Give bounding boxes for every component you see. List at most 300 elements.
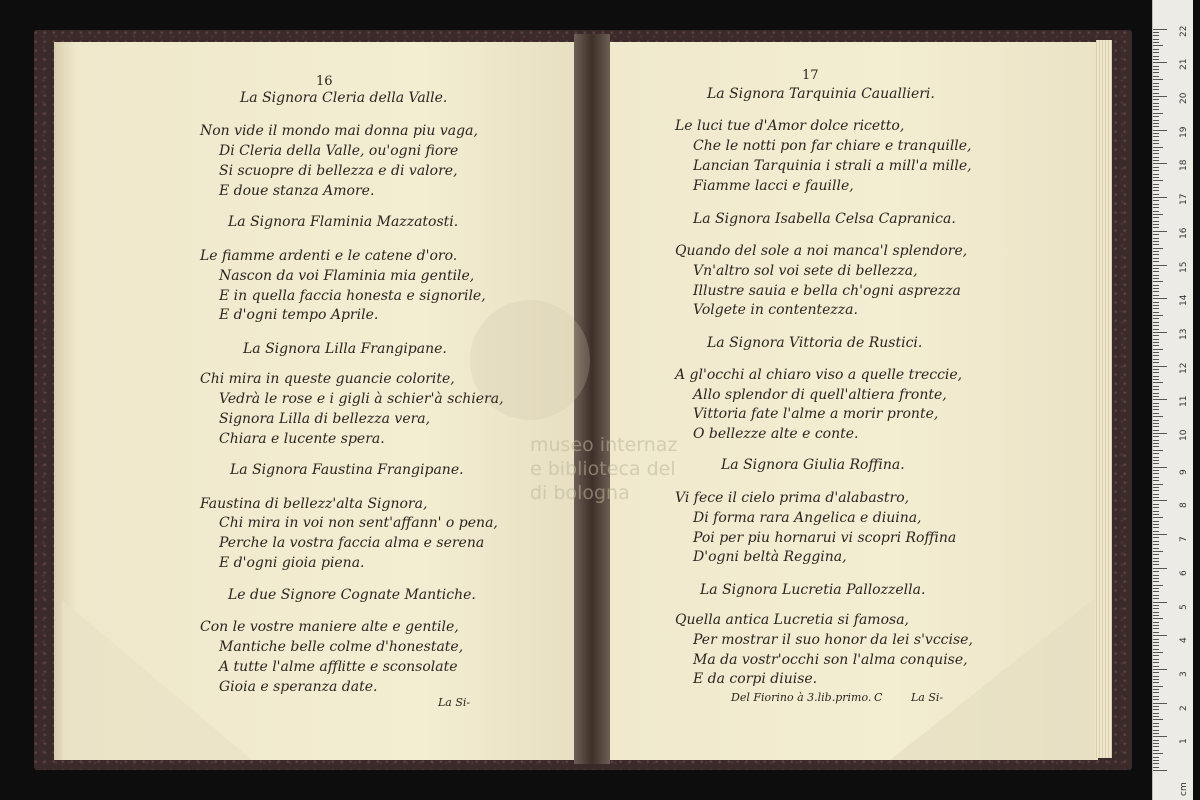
ruler-number: 21	[1179, 58, 1189, 71]
ruler-tick	[1153, 511, 1159, 512]
ruler-tick	[1153, 325, 1159, 326]
ruler-tick	[1153, 352, 1159, 353]
ruler-number: 17	[1179, 193, 1189, 206]
ruler-tick	[1153, 460, 1159, 461]
ruler-tick	[1153, 362, 1159, 363]
ruler-tick	[1153, 295, 1159, 296]
ruler-number: 18	[1179, 159, 1189, 172]
ruler-tick	[1153, 612, 1159, 613]
ruler-tick	[1153, 318, 1159, 319]
ruler-tick	[1153, 692, 1159, 693]
poem-heading: La Signora Lucretia Pallozzella.	[700, 582, 926, 598]
ruler-tick	[1153, 564, 1159, 565]
ruler-tick	[1153, 541, 1159, 542]
ruler-number: 10	[1179, 429, 1189, 441]
ruler-tick	[1153, 153, 1159, 154]
verse-line: Volgete in contentezza.	[693, 302, 858, 318]
ruler-tick	[1153, 544, 1159, 545]
ruler-tick	[1153, 251, 1159, 252]
ruler-tick	[1153, 602, 1167, 603]
ruler-tick	[1153, 517, 1163, 518]
ruler-tick	[1153, 177, 1159, 178]
ruler-tick	[1153, 726, 1159, 727]
verse-line: Chi mira in voi non sent'affann' o pena,	[219, 515, 498, 531]
ruler-tick	[1153, 713, 1159, 714]
ruler-tick	[1153, 524, 1159, 525]
verse-line: Ma da vostr'occhi son l'alma conquise,	[693, 652, 968, 668]
ruler-tick	[1153, 649, 1159, 650]
ruler-tick	[1153, 652, 1163, 653]
verse-line: Vedrà le rose e i gigli à schier'à schiera,	[219, 391, 504, 407]
ruler-tick	[1153, 62, 1167, 63]
ruler-tick	[1153, 423, 1159, 424]
ruler-tick	[1153, 467, 1167, 468]
ruler-tick	[1153, 770, 1167, 771]
museum-watermark	[430, 280, 678, 504]
ruler-tick	[1153, 116, 1159, 117]
poem-heading: La Signora Tarquinia Cauallieri.	[707, 86, 935, 102]
ruler-tick	[1153, 763, 1159, 764]
ruler-tick	[1153, 443, 1159, 444]
ruler-tick	[1153, 302, 1159, 303]
ruler-tick	[1153, 234, 1159, 235]
ruler-tick	[1153, 96, 1167, 97]
verse-line: Vittoria fate l'alme a morir pronte,	[693, 406, 939, 422]
ruler-tick	[1153, 645, 1159, 646]
ruler-tick	[1153, 473, 1159, 474]
ruler-number: 2	[1179, 704, 1189, 711]
ruler-tick	[1153, 136, 1159, 137]
ruler-tick	[1153, 500, 1167, 501]
verse-line: Allo splendor di quell'altiera fronte,	[693, 387, 947, 403]
ruler-tick	[1153, 521, 1159, 522]
ruler-tick	[1153, 217, 1159, 218]
ruler-tick	[1153, 130, 1167, 131]
ruler-tick	[1153, 679, 1159, 680]
ruler-tick	[1153, 83, 1159, 84]
ruler-tick	[1153, 723, 1159, 724]
ruler-tick	[1153, 349, 1163, 350]
poem-heading: La Signora Flaminia Mazzatosti.	[228, 214, 459, 230]
verse-line: Non vide il mondo mai donna piu vaga,	[200, 123, 478, 139]
ruler-tick	[1153, 706, 1159, 707]
ruler-tick	[1153, 389, 1159, 390]
poem-heading: La Signora Cleria della Valle.	[240, 90, 448, 106]
verse-line: D'ogni beltà Reggina,	[693, 549, 847, 565]
ruler-number: 1	[1179, 738, 1189, 745]
ruler-tick	[1153, 672, 1159, 673]
ruler-tick	[1153, 150, 1159, 151]
ruler-tick	[1153, 608, 1159, 609]
ruler-tick	[1153, 733, 1159, 734]
ruler-tick	[1153, 109, 1159, 110]
ruler-tick	[1153, 184, 1159, 185]
verse-line: E d'ogni gioia piena.	[219, 555, 365, 571]
ruler-tick	[1153, 642, 1159, 643]
verse-line: Gioia e speranza date.	[219, 679, 378, 695]
ruler-tick	[1153, 571, 1159, 572]
poem-heading: La Signora Giulia Roffina.	[721, 457, 905, 473]
ruler-tick	[1153, 757, 1159, 758]
ruler-tick	[1153, 575, 1159, 576]
ruler-tick	[1153, 281, 1163, 282]
ruler-tick	[1153, 750, 1159, 751]
ruler-tick	[1153, 49, 1159, 50]
ruler-tick	[1153, 376, 1159, 377]
ruler-tick	[1153, 194, 1159, 195]
ruler-tick	[1153, 581, 1159, 582]
ruler-tick	[1153, 187, 1159, 188]
footer-note: Del Fiorino à 3.lib.primo.	[731, 691, 872, 704]
ruler-tick	[1153, 554, 1159, 555]
verse-line: Chi mira in queste guancie colorite,	[200, 371, 455, 387]
verse-line: A tutte l'alme afflitte e sconsolate	[219, 659, 458, 675]
ruler-tick	[1153, 436, 1159, 437]
ruler-tick	[1153, 174, 1159, 175]
ruler-tick	[1153, 689, 1159, 690]
watermark-line: e biblioteca del	[530, 458, 676, 480]
ruler-tick	[1153, 753, 1163, 754]
ruler-tick	[1153, 703, 1167, 704]
ruler-tick	[1153, 93, 1159, 94]
ruler-tick	[1153, 527, 1159, 528]
ruler-tick	[1153, 200, 1159, 201]
verse-line: Lancian Tarquinia i strali a mill'a mille,	[693, 158, 972, 174]
ruler-tick	[1153, 329, 1159, 330]
ruler-tick	[1153, 463, 1159, 464]
ruler-tick	[1153, 548, 1159, 549]
ruler-tick	[1153, 312, 1159, 313]
ruler-tick	[1153, 534, 1167, 535]
poem-heading: La Signora Lilla Frangipane.	[243, 341, 447, 357]
verse-line: E doue stanza Amore.	[219, 183, 375, 199]
watermark-line: di bologna	[530, 482, 630, 504]
ruler-tick	[1153, 315, 1163, 316]
ruler-tick	[1153, 167, 1159, 168]
ruler-tick	[1153, 106, 1159, 107]
ruler-tick	[1153, 696, 1159, 697]
ruler-tick	[1153, 490, 1159, 491]
watermark-line: museo internaz	[530, 434, 678, 456]
signature-mark: C	[874, 691, 883, 704]
verse-line: Perche la vostra faccia alma e serena	[219, 535, 485, 551]
ruler-tick	[1153, 190, 1159, 191]
ruler-tick	[1153, 504, 1159, 505]
ruler-tick	[1153, 335, 1159, 336]
verse-line: Chiara e lucente spera.	[219, 431, 385, 447]
ruler-tick	[1153, 227, 1159, 228]
ruler-number: 19	[1179, 126, 1189, 138]
verse-line: Quella antica Lucretia si famosa,	[675, 612, 909, 628]
ruler-number: 11	[1179, 395, 1189, 408]
ruler-tick	[1153, 537, 1159, 538]
ruler-tick	[1153, 507, 1159, 508]
ruler-tick	[1153, 382, 1163, 383]
ruler-tick	[1153, 591, 1159, 592]
ruler-tick	[1153, 598, 1159, 599]
ruler-tick	[1153, 406, 1159, 407]
ruler-tick	[1153, 180, 1163, 181]
ruler-tick	[1153, 298, 1167, 299]
ruler-tick	[1153, 322, 1159, 323]
ruler-tick	[1153, 477, 1159, 478]
ruler-tick	[1153, 409, 1159, 410]
ruler-tick	[1153, 366, 1167, 367]
ruler-tick	[1153, 56, 1159, 57]
ruler-tick	[1153, 568, 1167, 569]
ruler-number: 5	[1179, 603, 1189, 610]
ruler-tick	[1153, 143, 1159, 144]
ruler-tick	[1153, 639, 1159, 640]
verse-line: E d'ogni tempo Aprile.	[219, 307, 379, 323]
verse-line: E in quella faccia honesta e signorile,	[219, 288, 486, 304]
verse-line: Si scuopre di bellezza e di valore,	[219, 163, 458, 179]
catchword-left: La Si-	[438, 696, 471, 709]
ruler-tick	[1153, 120, 1159, 121]
ruler-tick	[1153, 736, 1167, 737]
ruler-tick	[1153, 72, 1159, 73]
ruler-tick	[1153, 35, 1159, 36]
verse-line: Signora Lilla di bellezza vera,	[219, 411, 431, 427]
ruler-tick	[1153, 632, 1159, 633]
ruler-number: 16	[1179, 227, 1189, 239]
verse-line: Poi per piu hornarui vi scopri Roffina	[693, 530, 957, 546]
ruler-tick	[1153, 204, 1159, 205]
ruler-tick	[1153, 197, 1167, 198]
ruler-tick	[1153, 231, 1167, 232]
verse-line: Di forma rara Angelica e diuina,	[693, 510, 922, 526]
ruler-tick	[1153, 655, 1159, 656]
ruler-tick	[1153, 248, 1163, 249]
ruler-tick	[1153, 403, 1159, 404]
ruler-tick	[1153, 558, 1159, 559]
ruler-tick	[1153, 760, 1159, 761]
ruler-tick	[1153, 278, 1159, 279]
ruler-tick	[1153, 551, 1163, 552]
verse-line: Con le vostre maniere alte e gentile,	[200, 619, 459, 635]
ruler-tick	[1153, 86, 1159, 87]
ruler-tick	[1153, 625, 1159, 626]
ruler-tick	[1153, 420, 1159, 421]
ruler-number: 13	[1179, 328, 1189, 340]
ruler-tick	[1153, 446, 1159, 447]
ruler-number: 6	[1179, 570, 1189, 576]
ruler-tick	[1153, 261, 1159, 262]
verse-line: O bellezze alte e conte.	[693, 426, 859, 442]
ruler-tick	[1153, 393, 1159, 394]
ruler-tick	[1153, 746, 1159, 747]
ruler-tick	[1153, 157, 1159, 158]
ruler-tick	[1153, 730, 1159, 731]
page-edges	[1096, 40, 1112, 758]
catchword-right: La Si-	[911, 691, 944, 704]
ruler-tick	[1153, 147, 1163, 148]
ruler-tick	[1153, 719, 1163, 720]
ruler-tick	[1153, 342, 1159, 343]
ruler-tick	[1153, 288, 1159, 289]
ruler-tick	[1153, 345, 1159, 346]
page-number-left: 16	[316, 74, 333, 89]
ruler-tick	[1153, 305, 1159, 306]
ruler-tick	[1153, 140, 1159, 141]
ruler-tick	[1153, 480, 1159, 481]
measuring-ruler	[1152, 0, 1193, 800]
ruler-tick	[1153, 430, 1159, 431]
ruler-number: 9	[1179, 468, 1189, 475]
verse-line: Vi fece il cielo prima d'alabastro,	[675, 490, 910, 506]
ruler-tick	[1153, 450, 1163, 451]
verse-line: Che le notti pon far chiare e tranquille,	[693, 138, 972, 154]
ruler-tick	[1153, 207, 1159, 208]
ruler-tick	[1153, 271, 1159, 272]
ruler-tick	[1153, 588, 1159, 589]
verse-line: Mantiche belle colme d'honestate,	[219, 639, 464, 655]
verse-line: Fiamme lacci e fauille,	[693, 178, 854, 194]
ruler-tick	[1153, 42, 1159, 43]
ruler-tick	[1153, 453, 1159, 454]
ruler-tick	[1153, 89, 1159, 90]
ruler-number: 12	[1179, 362, 1189, 374]
ruler-tick	[1153, 160, 1159, 161]
ruler-tick	[1153, 265, 1167, 266]
ruler-tick	[1153, 224, 1159, 225]
ruler-tick	[1153, 308, 1159, 309]
ruler-tick	[1153, 578, 1159, 579]
ruler-tick	[1153, 369, 1159, 370]
ruler-tick	[1153, 484, 1163, 485]
ruler-tick	[1153, 669, 1167, 670]
verse-line: Le luci tue d'Amor dolce ricetto,	[675, 118, 905, 134]
ruler-tick	[1153, 699, 1159, 700]
ruler-tick	[1153, 399, 1167, 400]
ruler-number: 8	[1179, 502, 1189, 509]
ruler-tick	[1153, 662, 1159, 663]
ruler-number: 22	[1179, 25, 1189, 37]
ruler-tick	[1153, 470, 1159, 471]
ruler-tick	[1153, 221, 1159, 222]
poem-heading: La Signora Vittoria de Rustici.	[707, 335, 923, 351]
ruler-tick	[1153, 359, 1159, 360]
ruler-tick	[1153, 413, 1159, 414]
ruler-tick	[1153, 561, 1159, 562]
ruler-tick	[1153, 372, 1159, 373]
verse-line: E da corpi diuise.	[693, 671, 818, 687]
ruler-tick	[1153, 29, 1167, 30]
verse-line: Di Cleria della Valle, ou'ogni fiore	[219, 143, 459, 159]
ruler-tick	[1153, 676, 1159, 677]
ruler-tick	[1153, 66, 1159, 67]
ruler-tick	[1153, 433, 1167, 434]
ruler-tick	[1153, 531, 1159, 532]
ruler-tick	[1153, 355, 1159, 356]
ruler-tick	[1153, 126, 1159, 127]
ruler-tick	[1153, 605, 1159, 606]
ruler-tick	[1153, 133, 1159, 134]
ruler-tick	[1153, 386, 1159, 387]
ruler-tick	[1153, 426, 1159, 427]
verse-line: A gl'occhi al chiaro viso a quelle treccie,	[675, 367, 963, 383]
verse-line: Quando del sole a noi manca'l splendore,	[675, 243, 968, 259]
ruler-tick	[1153, 487, 1159, 488]
ruler-tick	[1153, 682, 1159, 683]
ruler-tick	[1153, 740, 1159, 741]
verse-line: Faustina di bellezz'alta Signora,	[200, 496, 428, 512]
ruler-tick	[1153, 39, 1159, 40]
ruler-tick	[1153, 241, 1159, 242]
ruler-tick	[1153, 585, 1163, 586]
ruler-tick	[1153, 291, 1159, 292]
ruler-tick	[1153, 514, 1159, 515]
ruler-tick	[1153, 686, 1163, 687]
ruler-tick	[1153, 76, 1159, 77]
ruler-tick	[1153, 244, 1159, 245]
verse-line: Le fiamme ardenti e le catene d'oro.	[200, 248, 458, 264]
ruler-number: 3	[1179, 671, 1189, 677]
ruler-tick	[1153, 379, 1159, 380]
ruler-tick	[1153, 45, 1163, 46]
ruler-tick	[1153, 622, 1159, 623]
ruler-tick	[1153, 113, 1163, 114]
ruler-tick	[1153, 79, 1163, 80]
ruler-tick	[1153, 332, 1167, 333]
ruler-tick	[1153, 709, 1159, 710]
ruler-tick	[1153, 743, 1159, 744]
ruler-tick	[1153, 211, 1159, 212]
ruler-tick	[1153, 615, 1159, 616]
ruler-tick	[1153, 123, 1159, 124]
ruler-tick	[1153, 396, 1159, 397]
ruler-tick	[1153, 163, 1167, 164]
ruler-tick	[1153, 457, 1159, 458]
ruler-tick	[1153, 416, 1163, 417]
ruler-tick	[1153, 440, 1159, 441]
page-number-right: 17	[802, 68, 819, 83]
ruler-number: 7	[1179, 536, 1189, 543]
ruler-number: 15	[1179, 261, 1189, 273]
ruler-tick	[1153, 285, 1159, 286]
ruler-tick	[1153, 659, 1159, 660]
verse-line: Vn'altro sol voi sete di bellezza,	[693, 263, 918, 279]
ruler-tick	[1153, 275, 1159, 276]
ruler-number: 4	[1179, 637, 1189, 644]
ruler-tick	[1153, 59, 1159, 60]
poem-heading: Le due Signore Cognate Mantiche.	[228, 587, 476, 603]
verse-line: Nascon da voi Flaminia mia gentile,	[219, 268, 475, 284]
ruler-number: 20	[1179, 92, 1189, 104]
ruler-tick	[1153, 254, 1159, 255]
ruler-tick	[1153, 170, 1159, 171]
ruler-unit: cm	[1179, 782, 1189, 796]
ruler-tick	[1153, 214, 1163, 215]
ruler-tick	[1153, 497, 1159, 498]
ruler-tick	[1153, 99, 1159, 100]
ruler-tick	[1153, 52, 1159, 53]
ruler-tick	[1153, 32, 1159, 33]
ruler-tick	[1153, 339, 1159, 340]
verse-line: Illustre sauia e bella ch'ogni asprezza	[693, 283, 961, 299]
verse-line: Per mostrar il suo honor da lei s'vccise,	[693, 632, 973, 648]
ruler-tick	[1153, 666, 1159, 667]
ruler-tick	[1153, 716, 1159, 717]
ruler-tick	[1153, 595, 1159, 596]
ruler-tick	[1153, 628, 1159, 629]
ruler-tick	[1153, 258, 1159, 259]
ruler-tick	[1153, 103, 1159, 104]
ruler-tick	[1153, 494, 1159, 495]
ruler-tick	[1153, 238, 1159, 239]
poem-heading: La Signora Isabella Celsa Capranica.	[693, 211, 956, 227]
ruler-tick	[1153, 268, 1159, 269]
